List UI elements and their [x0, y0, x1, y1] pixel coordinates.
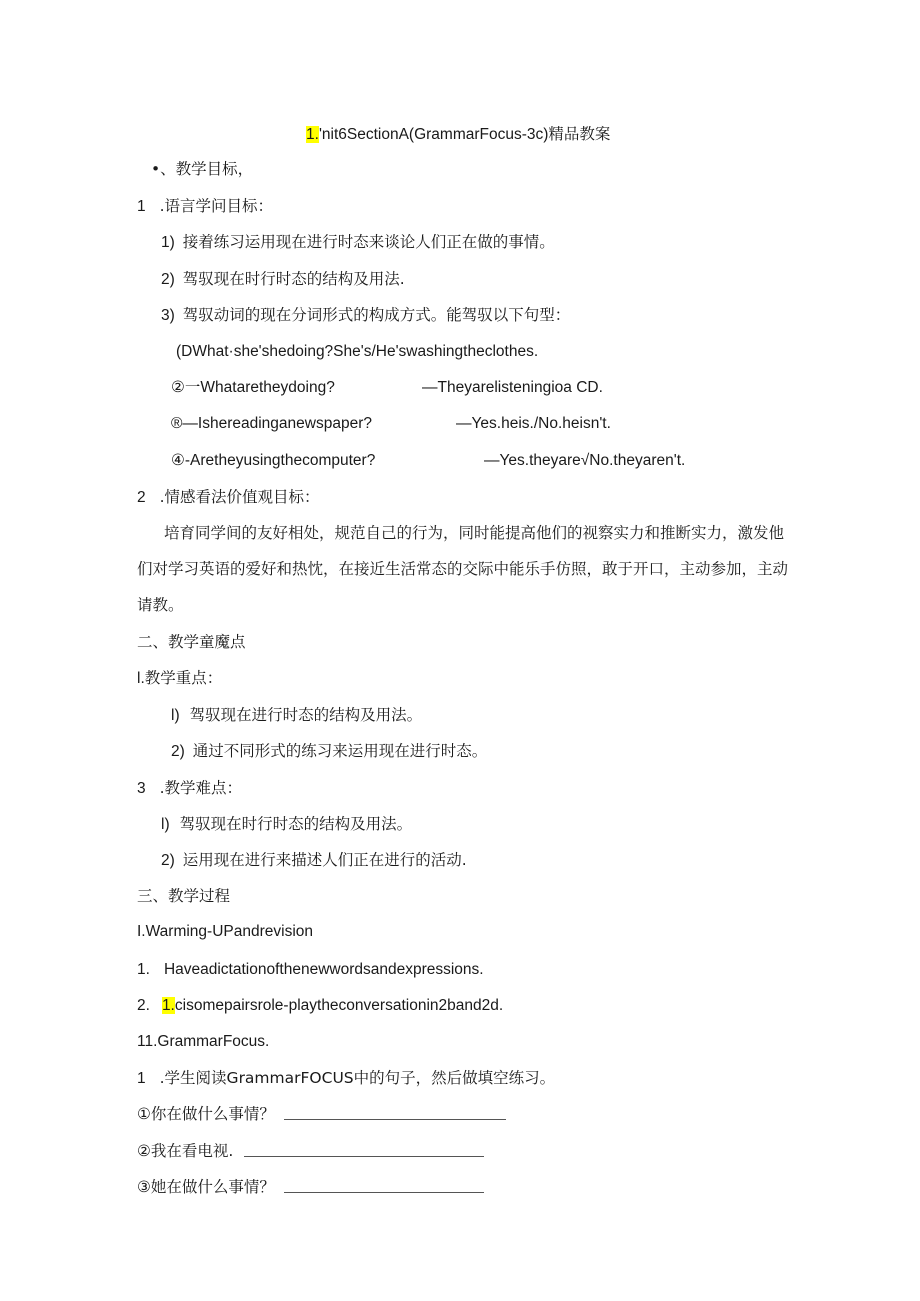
- item-number: l.: [137, 670, 145, 687]
- item-number: 1: [137, 198, 146, 215]
- fill-in-item: ②我在看电视.: [137, 1142, 234, 1160]
- item-number: l): [161, 816, 170, 833]
- item-number: l): [171, 707, 180, 724]
- answer-blank[interactable]: [284, 1119, 506, 1120]
- title-highlight: 1.: [306, 126, 319, 143]
- item-number: 3): [161, 307, 175, 324]
- title-text: 'nit6SectionA(GrammarFocus-3c)精品教案: [318, 126, 611, 143]
- item-text: 教学重点：: [144, 669, 223, 687]
- item-text: 通过不同形式的练习来运用现在进行时态。: [192, 742, 488, 760]
- sentence-pattern-answer: —Yes.theyare√No.theyaren't.: [484, 452, 686, 469]
- key-item: [171, 741, 487, 762]
- item-number: 1.: [137, 961, 150, 978]
- item-text: 驾驭现在进行时态的结构及用法。: [189, 706, 423, 724]
- item-text: .教学难点：: [159, 779, 243, 797]
- item-text: .情感看法价值观目标：: [159, 488, 320, 506]
- fill-in-item: ③她在做什么事情？: [137, 1178, 275, 1196]
- sentence-pattern-question: ④-Aretheyusingthecomputer?: [171, 452, 376, 469]
- item-number: 2: [137, 489, 146, 506]
- item-text: .学生阅读GrammarFOCUS中的句子，然后做填空练习。: [159, 1069, 556, 1087]
- sentence-pattern-answer: —Theyarelisteningioa CD.: [422, 379, 603, 396]
- goal-item: [161, 269, 405, 290]
- step-warming-up: I.Warming-UPandrevision: [137, 923, 314, 940]
- key-points-heading: [137, 668, 222, 689]
- key-item: [171, 705, 422, 726]
- item-number: 2): [161, 852, 175, 869]
- item-highlight: 1.: [161, 997, 175, 1014]
- item-text: 驾驭现在时行时态的结构及用法。: [179, 815, 413, 833]
- item-text: 驾驭现在时行时态的结构及用法.: [182, 270, 405, 288]
- step-item: [137, 1068, 555, 1089]
- item-number: 3: [137, 780, 146, 797]
- item-number: 1): [161, 234, 175, 251]
- item-number: 2): [161, 271, 175, 288]
- sentence-pattern-question: ②一Whataretheydoing?: [171, 379, 335, 396]
- item-number: 1: [137, 1070, 146, 1087]
- item-number: 2): [171, 743, 185, 760]
- goal-language: [137, 196, 273, 217]
- item-text: .语言学问目标：: [159, 197, 274, 215]
- fill-in-item: ①你在做什么事情？: [137, 1105, 275, 1123]
- page-title: [306, 124, 610, 145]
- sentence-pattern-question: ®—Ishereadinganewspaper?: [171, 415, 372, 432]
- sentence-pattern: (DWhat·she'shedoing?She's/He'swashingtheclothes.: [176, 343, 539, 360]
- item-text: 驾驭动词的现在分词形式的构成方式。能驾驭以下句型：: [182, 306, 571, 324]
- difficulty-item: [161, 850, 467, 871]
- goal-item: [161, 305, 570, 326]
- item-text: 接着练习运用现在进行时态来谈论人们正在做的事情。: [182, 233, 555, 251]
- sentence-pattern-answer: —Yes.heis./No.heisn't.: [456, 415, 611, 432]
- paragraph-line: 们对学习英语的爱好和热忱，在接近生活常态的交际中能乐手仿照，敢于开口，主动参加，主动: [137, 560, 789, 578]
- paragraph-line: 请教。: [137, 596, 184, 614]
- difficulty-item: [161, 814, 412, 835]
- item-text: cisomepairsrole-playtheconversationin2band2d.: [174, 997, 504, 1014]
- item-number: 2.: [137, 997, 150, 1014]
- section-heading-goals: •、教学目标，: [151, 160, 254, 178]
- section-heading-key-points: 二、教学童魔点: [137, 633, 246, 651]
- item-text: 运用现在进行来描述人们正在进行的活动.: [182, 851, 467, 869]
- paragraph-line: 培育同学间的友好相处，规范自己的行为，同时能提高他们的视察实力和推断实力，激发他: [164, 524, 785, 542]
- answer-blank[interactable]: [244, 1156, 484, 1157]
- difficulties-heading: [137, 778, 242, 799]
- step-grammar-focus: 11.GrammarFocus.: [137, 1033, 270, 1050]
- goal-attitude: [137, 487, 320, 508]
- step-item: [137, 959, 484, 980]
- item-text: Haveadictationofthenewwordsandexpressions.: [163, 961, 484, 978]
- step-item: [137, 995, 503, 1016]
- section-heading-process: 三、教学过程: [137, 887, 231, 905]
- goal-item: [161, 232, 555, 253]
- answer-blank[interactable]: [284, 1192, 484, 1193]
